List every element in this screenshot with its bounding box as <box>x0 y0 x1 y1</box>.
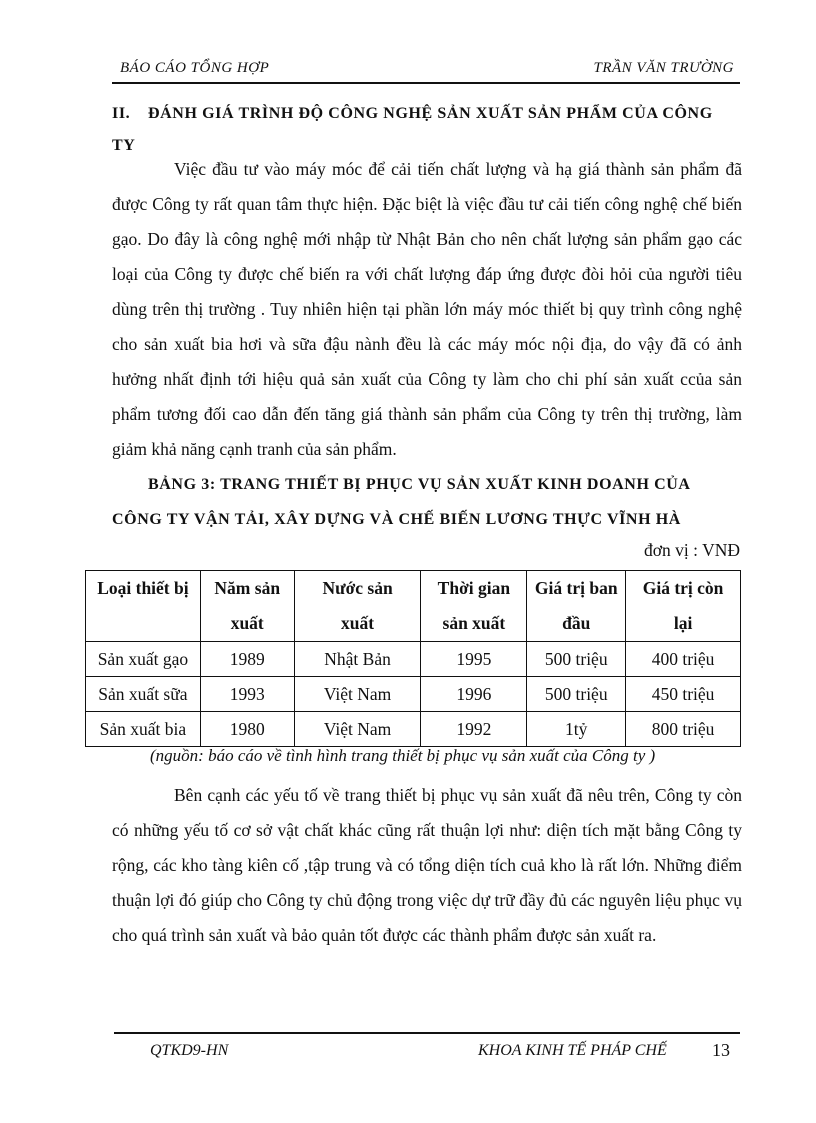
table-cell: 1992 <box>421 712 527 747</box>
table-cell: 1993 <box>200 677 294 712</box>
table-header-row <box>86 571 741 642</box>
column-header: Thời gian sản xuất <box>421 571 527 642</box>
column-header: Loại thiết bị <box>86 571 201 642</box>
footer-class-code: QTKD9-HN <box>150 1042 229 1059</box>
column-header: Giá trị ban đầu <box>527 571 626 642</box>
table-cell: 500 triệu <box>527 677 626 712</box>
table-title: BẢNG 3: TRANG THIẾT BỊ PHỤC VỤ SẢN XUẤT KINH DOANH CỦA CÔNG TY VẬN TẢI, XÂY DỰNG VÀ CHẾ BIẾN LƯƠNG THỰC VĨNH HÀ <box>112 476 690 528</box>
section-number: II. <box>112 105 131 122</box>
paragraph-facilities: Bên cạnh các yếu tố về trang thiết bị phục vụ sản xuất đã nêu trên, Công ty còn có những yếu tố cơ sở vật chất khác cũng rất thuận lợi như: diện tích mặt bằng Công ty rộng, các kho tàng kiên cố ,tập trung và có tổng diện tích cuả kho là rất lớn. Những điểm thuận lợi đó giúp cho Công ty chủ động trong việc dự trữ đầy đủ các nguyên liệu phục vụ cho quá trình sản xuất và bảo quản tốt được các thành phẩm được sản xuất ra. <box>112 785 742 945</box>
table-cell: 400 triệu <box>626 642 741 677</box>
table-cell: 1989 <box>200 642 294 677</box>
table-cell: Việt Nam <box>294 712 421 747</box>
footer-divider <box>114 1032 740 1034</box>
column-header: Giá trị còn lại <box>626 571 741 642</box>
page-number: 13 <box>712 1040 730 1060</box>
table-cell: 1tỷ <box>527 712 626 747</box>
table-row <box>86 677 741 712</box>
table-cell: 1980 <box>200 712 294 747</box>
table-cell: 1996 <box>421 677 527 712</box>
paragraph-technology: Việc đầu tư vào máy móc để cải tiến chất lượng và hạ giá thành sản phẩm đã được Công ty rất quan tâm thực hiện. Đặc biệt là việc đầu tư cải tiến công nghệ chế biến gạo. Do đây là công nghệ mới nhập từ Nhật Bản cho nên chất lượng sản phẩm gạo các loại của Công ty được chế biến ra với chất lượng đáp ứng được đòi hỏi của người tiêu dùng trên thị trường . Tuy nhiên hiện tại phần lớn máy móc thiết bị quy trình công nghệ cho sản xuất bia hơi và sữa đậu nành đều là các máy móc nội địa, do vậy đã có ảnh hưởng nhất định tới hiệu quả sản xuất của Công ty làm cho chi phí sản xuất ccủa sản phẩm tương đối cao dẫn đến tăng giá thành sản phẩm của Công ty trên thị trường, làm giảm khả năng cạnh tranh của sản phẩm. <box>112 159 742 459</box>
table-cell: 800 triệu <box>626 712 741 747</box>
table-cell: 500 triệu <box>527 642 626 677</box>
column-header: Năm sản xuất <box>200 571 294 642</box>
table-cell: 1995 <box>421 642 527 677</box>
table-row <box>86 712 741 747</box>
currency-unit: đơn vị : VNĐ <box>644 540 740 560</box>
table-cell: Sản xuất bia <box>86 712 201 747</box>
table-cell: Sản xuất sữa <box>86 677 201 712</box>
footer-faculty: KHOA KINH TẾ PHÁP CHẾ <box>478 1042 667 1059</box>
table-cell: 450 triệu <box>626 677 741 712</box>
header-author: TRẦN VĂN TRƯỜNG <box>593 60 734 76</box>
page-header <box>112 56 740 84</box>
table-cell: Sản xuất gạo <box>86 642 201 677</box>
section-title-line1: ĐÁNH GIÁ TRÌNH ĐỘ CÔNG NGHỆ SẢN XUẤT SẢN PHẨM CỦA CÔNG <box>148 105 713 122</box>
section-title-line2: TY <box>112 137 136 154</box>
column-header: Nước sản xuất <box>294 571 421 642</box>
table-row <box>86 642 741 677</box>
equipment-table <box>85 570 741 747</box>
table-cell: Việt Nam <box>294 677 421 712</box>
table-source-note: (nguồn: báo cáo về tình hình trang thiết bị phục vụ sản xuất của Công ty ) <box>150 746 656 765</box>
header-report-title: BÁO CÁO TỔNG HỢP <box>120 60 270 76</box>
header-divider <box>112 82 740 84</box>
table-cell: Nhật Bản <box>294 642 421 677</box>
